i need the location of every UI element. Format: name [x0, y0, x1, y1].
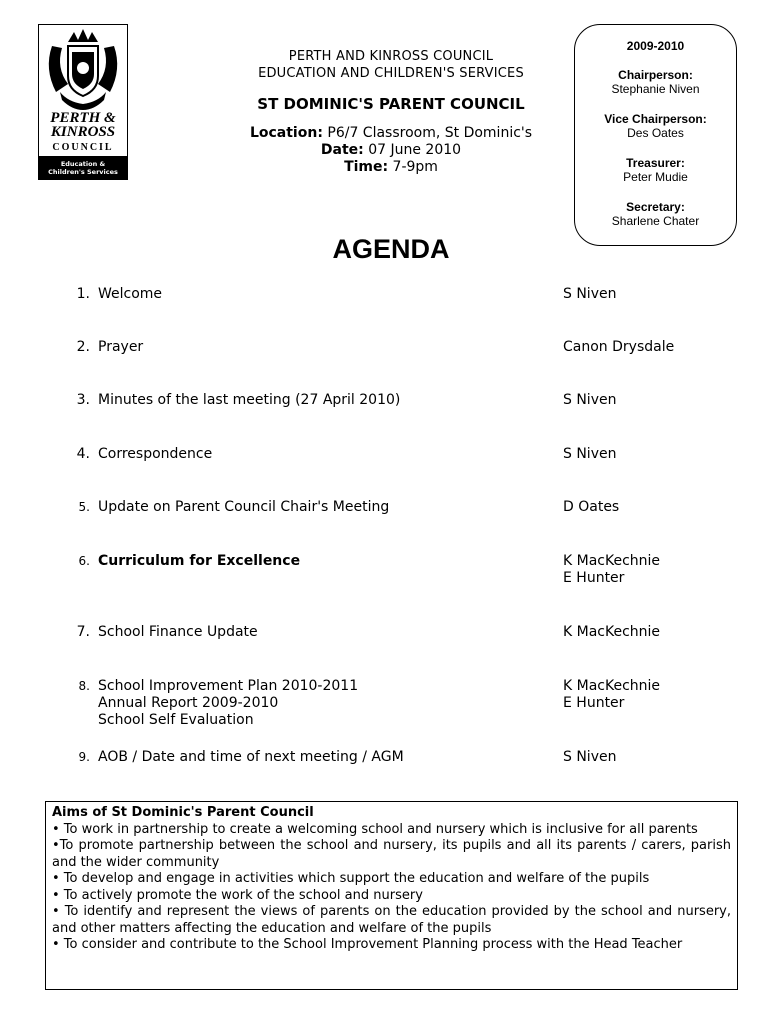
agenda-item-line: School Finance Update: [98, 624, 258, 640]
agenda-item-number: 6.: [78, 554, 90, 568]
officer-role: Chairperson:: [618, 68, 693, 82]
time-value: 7-9pm: [388, 159, 438, 175]
logo-line3: COUNCIL: [52, 142, 114, 153]
presenter-name: K MacKechnie: [563, 624, 661, 640]
council-name: ST DOMINIC'S PARENT COUNCIL: [257, 95, 525, 113]
agenda-item-presenter: [563, 678, 743, 712]
agenda-item-line: Correspondence: [98, 446, 213, 462]
officer-name: Sharlene Chater: [611, 214, 700, 228]
agenda-item-presenter: [563, 624, 743, 641]
officer-role: Vice Chairperson:: [604, 112, 707, 126]
agenda-item-line: Curriculum for Excellence: [98, 553, 301, 569]
meeting-time: [228, 159, 554, 176]
agenda-item-number: 3.: [76, 392, 90, 408]
document-header: [228, 48, 554, 176]
agenda-item-presenter: [563, 749, 743, 766]
aims-point: • To actively promote the work of the school and nursery: [52, 887, 423, 903]
logo-badge: [38, 157, 128, 180]
agenda-item-presenter: [563, 446, 743, 463]
presenter-name: E Hunter: [563, 695, 625, 711]
agenda-item-presenter: [563, 392, 743, 409]
council-logo: [38, 24, 128, 180]
location-label: Location:: [249, 125, 323, 141]
agenda-item-text: [98, 624, 548, 641]
officer-role: Secretary:: [626, 200, 685, 214]
presenter-name: D Oates: [563, 499, 620, 515]
agenda-item-presenter: [563, 553, 743, 587]
officer-name: Stephanie Niven: [611, 82, 700, 96]
aims-point: • To consider and contribute to the School Improvement Planning process with the Head Teacher: [52, 937, 683, 952]
agenda-item-line: Prayer: [98, 339, 144, 355]
presenter-name: S Niven: [563, 446, 617, 462]
agenda-item-number: 5.: [78, 500, 90, 514]
agenda-item-line: Welcome: [98, 286, 163, 302]
header-line2: EDUCATION AND CHILDREN'S SERVICES: [258, 66, 524, 81]
agenda-item-presenter: [563, 286, 743, 303]
coat-of-arms-icon: [38, 24, 128, 157]
officer-name: Peter Mudie: [623, 170, 688, 184]
aims-point: • To develop and engage in activities which support the education and welfare of the pupils: [52, 871, 650, 886]
presenter-name: K MacKechnie: [563, 678, 661, 694]
aims-box: [45, 801, 738, 990]
aims-point: • To identify and represent the views of parents on the education provided by the school and nursery, and other matters affecting the education and welfare of the pupils: [52, 904, 731, 936]
agenda-item-text: [98, 392, 548, 409]
presenter-name: E Hunter: [563, 570, 625, 586]
agenda-item-number: 9.: [78, 750, 90, 764]
agenda-item-line: Minutes of the last meeting (27 April 2010): [98, 392, 401, 408]
date-label: Date:: [320, 142, 364, 158]
header-line1: PERTH AND KINROSS COUNCIL: [288, 49, 494, 64]
agenda-item-text: [98, 446, 548, 463]
logo-badge-line1: Education &: [60, 160, 106, 168]
agenda-item-text: [98, 499, 548, 516]
aims-point: • To work in partnership to create a welcoming school and nursery which is inclusive for all parents: [52, 821, 698, 837]
logo-line2: KINROSS: [50, 124, 116, 140]
agenda-item-text: [98, 286, 548, 303]
agenda-item-number: 1.: [76, 286, 90, 302]
date-value: 07 June 2010: [363, 142, 462, 158]
agenda-item-line: School Improvement Plan 2010-2011: [98, 678, 359, 694]
meeting-location: [228, 125, 554, 142]
presenter-name: K MacKechnie: [563, 553, 661, 569]
logo-line1: PERTH &: [50, 110, 116, 126]
agenda-item-text: [98, 339, 548, 356]
agenda-item-line: Annual Report 2009-2010: [98, 695, 279, 711]
aims-title: Aims of St Dominic's Parent Council: [52, 805, 314, 820]
agenda-item-number: 4.: [76, 446, 90, 462]
agenda-item-number: 7.: [76, 624, 90, 640]
agenda-item-text: [98, 678, 548, 729]
aims-point: •To promote partnership between the school and nursery, its pupils and all its parents / carers, parish and the wider community: [52, 838, 731, 870]
officer-name: Des Oates: [627, 126, 684, 140]
agenda-item-line: Update on Parent Council Chair's Meeting: [98, 499, 390, 515]
location-value: P6/7 Classroom, St Dominic's: [322, 125, 533, 141]
officers-box: [574, 24, 737, 246]
meeting-date: [228, 142, 554, 159]
agenda-title: AGENDA: [332, 234, 450, 264]
agenda-item-number: 2.: [76, 339, 90, 355]
officer-role: Treasurer:: [626, 156, 685, 170]
agenda-item-text: [98, 749, 548, 766]
agenda-item-number: 8.: [78, 679, 90, 693]
logo-badge-line2: Children's Services: [48, 168, 118, 176]
officers-year: 2009-2010: [626, 39, 685, 53]
presenter-name: S Niven: [563, 286, 617, 302]
presenter-name: Canon Drysdale: [563, 339, 675, 355]
agenda-item-presenter: [563, 499, 743, 516]
agenda-item-line: AOB / Date and time of next meeting / AGM: [98, 749, 404, 765]
agenda-item-text: [98, 553, 548, 570]
agenda-item-presenter: [563, 339, 743, 356]
presenter-name: S Niven: [563, 749, 617, 765]
time-label: Time:: [344, 159, 389, 175]
agenda-item-line: School Self Evaluation: [98, 712, 254, 728]
presenter-name: S Niven: [563, 392, 617, 408]
